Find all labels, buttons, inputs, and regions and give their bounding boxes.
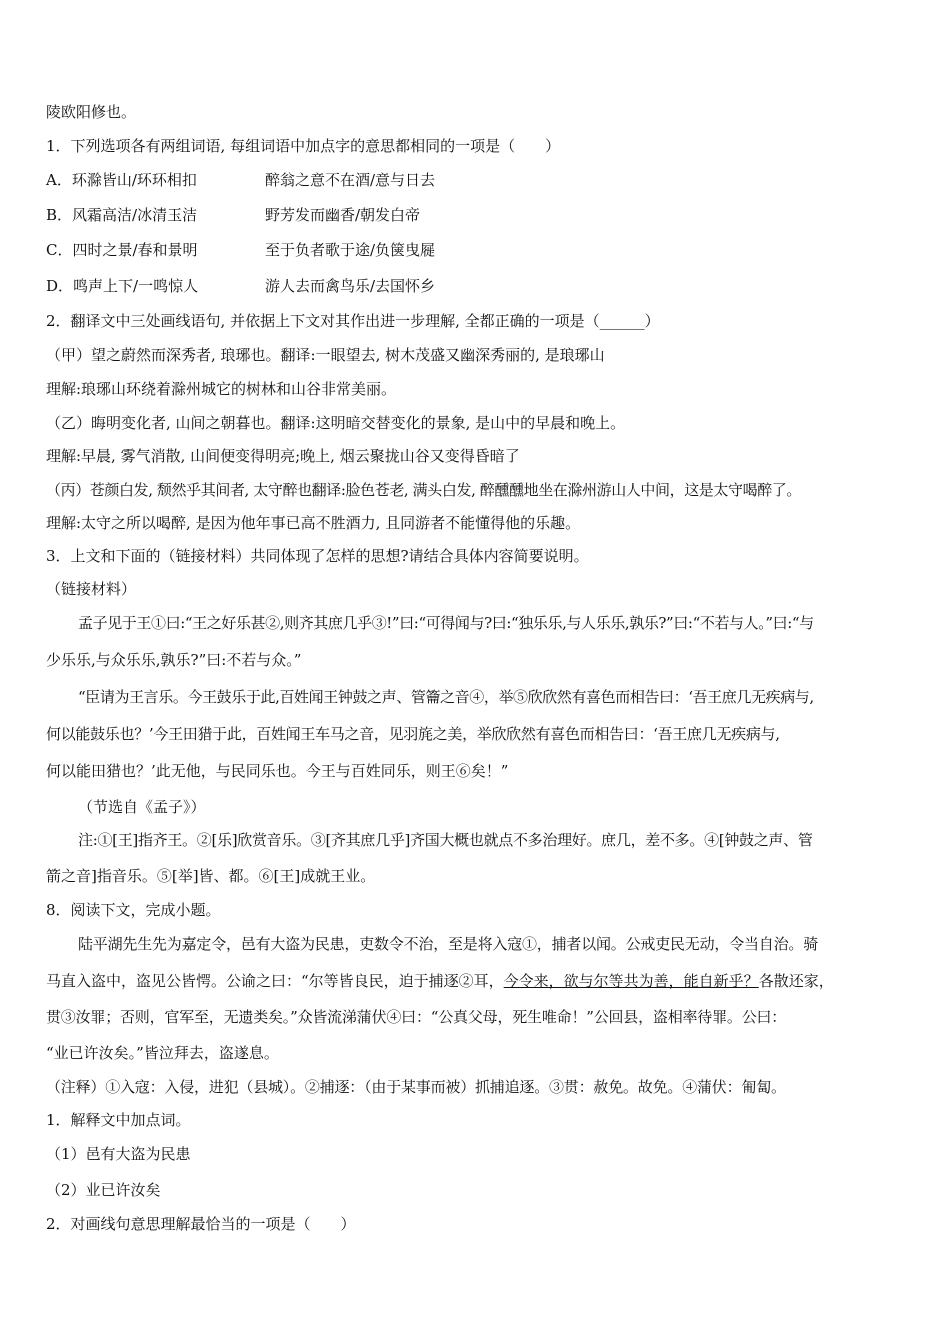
annotation-line-2: 箭之音]指音乐。⑤[举]皆、都。⑥[王]成就王业。 [46,867,376,885]
question-1: 1．下列选项各有两组词语, 每组词语中加点字的意思都相同的一项是（ ） [46,137,561,155]
sub-question-1: 1．解释文中加点词。 [46,1111,191,1129]
notes-line: （注释）①入寇：入侵，进犯（县城）。②捕逐：（由于某事而被）抓捕追逐。③贯：赦免。故免。④蒲伏：匍匐。 [46,1078,786,1096]
option-b-left: B．风霜高洁/冰清玉洁 [46,206,198,224]
passage-text: 马直入盗中，盗见公皆愕。公谕之曰：“尔等皆良民，迫于捕逐②耳， [46,972,504,990]
mencius-paragraph-2-line-3: 何以能田猎也？’此无他，与民同乐也。今王与百姓同乐，则王⑥矣！” [46,762,509,780]
mencius-paragraph-1-line-2: 少乐乐,与众乐乐,孰乐?”曰:不若与众。” [46,651,302,669]
annotation-line-1: 注:①[王]指齐王。②[乐]欣赏音乐。③[齐其庶几乎]齐国大概也就点不多治理好。庶几，差不多。④[钟鼓之声、管 [78,831,813,849]
mencius-paragraph-2-line-2: 何以能鼓乐也？’今王田猎于此，百姓闻王车马之音，见羽旄之美，举欣欣然有喜色而相告曰：‘吾王庶几无疾病与, [46,725,780,743]
option-d-right: 游人去而禽鸟乐/去国怀乡 [265,277,436,295]
option-a-right: 醉翁之意不在酒/意与日去 [265,171,436,189]
text-line: 陵欧阳修也。 [46,103,137,121]
translation-bing: （丙）苍颜白发, 颓然乎其间者, 太守醉也翻译:脸色苍老, 满头白发, 醉醺醺地坐在滁州游山人中间，这是太守喝醉了。 [46,481,802,499]
source-note: （节选自《孟子》） [78,798,206,816]
passage-line-2 [46,971,834,991]
understanding-yi: 理解:早晨, 雾气消散, 山间便变得明亮;晚上, 烟云聚拢山谷又变得昏暗了 [46,447,520,465]
option-d-left: D．鸣声上下/一鸣惊人 [46,277,199,295]
translation-yi: （乙）晦明变化者, 山间之朝暮也。翻译:这明暗交替变化的景象, 是山中的早晨和晚上。 [46,414,626,432]
translation-jia: （甲）望之蔚然而深秀者, 琅琊也。翻译:一眼望去, 树木茂盛又幽深秀丽的, 是琅琊山 [46,346,605,364]
passage-line-1: 陆平湖先生先为嘉定令，邑有大盗为民患，吏数令不治，至是将入寇①，捕者以闻。公戒吏民无动，令当自治。骑 [78,935,819,953]
passage-line-4: “业已许汝矣。”皆泣拜去，盗遂息。 [46,1044,279,1062]
sub-question-2: 2．对画线句意思理解最恰当的一项是（ ） [46,1215,356,1233]
question-2: 2．翻译文中三处画线语句, 并依据上下文对其作出进一步理解, 全都正确的一项是（______） [46,312,660,330]
sub-question-1-item-2: （2）业已许汝矣 [46,1181,161,1199]
option-a-left: A．环滁皆山/环环相扣 [46,171,197,189]
underlined-sentence: 今令来，欲与尔等共为善，能自新乎？ [503,972,759,990]
mencius-paragraph-2-line-1: “臣请为王言乐。今王鼓乐于此,百姓闻王钟鼓之声、管籥之音④，举⑤欣欣然有喜色而相告曰：‘吾王庶几无疾病与, [78,688,814,706]
passage-text: 各散还家， [758,972,834,990]
passage-line-3: 贯③汝罪；否则，官军至，无遗类矣。”众皆流涕蒲伏④曰：“公真父母，死生唯命！”公回县，盗相率待罪。公曰： [46,1008,787,1026]
link-material-heading: （链接材料） [46,580,137,598]
sub-question-1-item-1: （1）邑有大盗为民患 [46,1145,191,1163]
option-b-right: 野芳发而幽香/朝发白帝 [265,206,421,224]
option-c-right: 至于负者歌于途/负箧曳屣 [265,241,436,259]
mencius-paragraph-1-line-1: 孟子见于王①曰:“王之好乐甚②,则齐其庶几乎③!”曰:“可得闻与?曰:“独乐乐,与人乐乐,孰乐?”曰:“不若与人。”曰:“与 [78,614,814,632]
option-c-left: C．四时之景/春和景明 [46,241,198,259]
question-8: 8．阅读下文，完成小题。 [46,901,221,919]
understanding-jia: 理解:琅琊山环绕着滁州城它的树林和山谷非常美丽。 [46,380,397,398]
question-3: 3．上文和下面的（链接材料）共同体现了怎样的思想?请结合具体内容简要说明。 [46,547,589,565]
understanding-bing: 理解:太守之所以喝醉, 是因为他年事已高不胜酒力, 且同游者不能懂得他的乐趣。 [46,514,581,532]
